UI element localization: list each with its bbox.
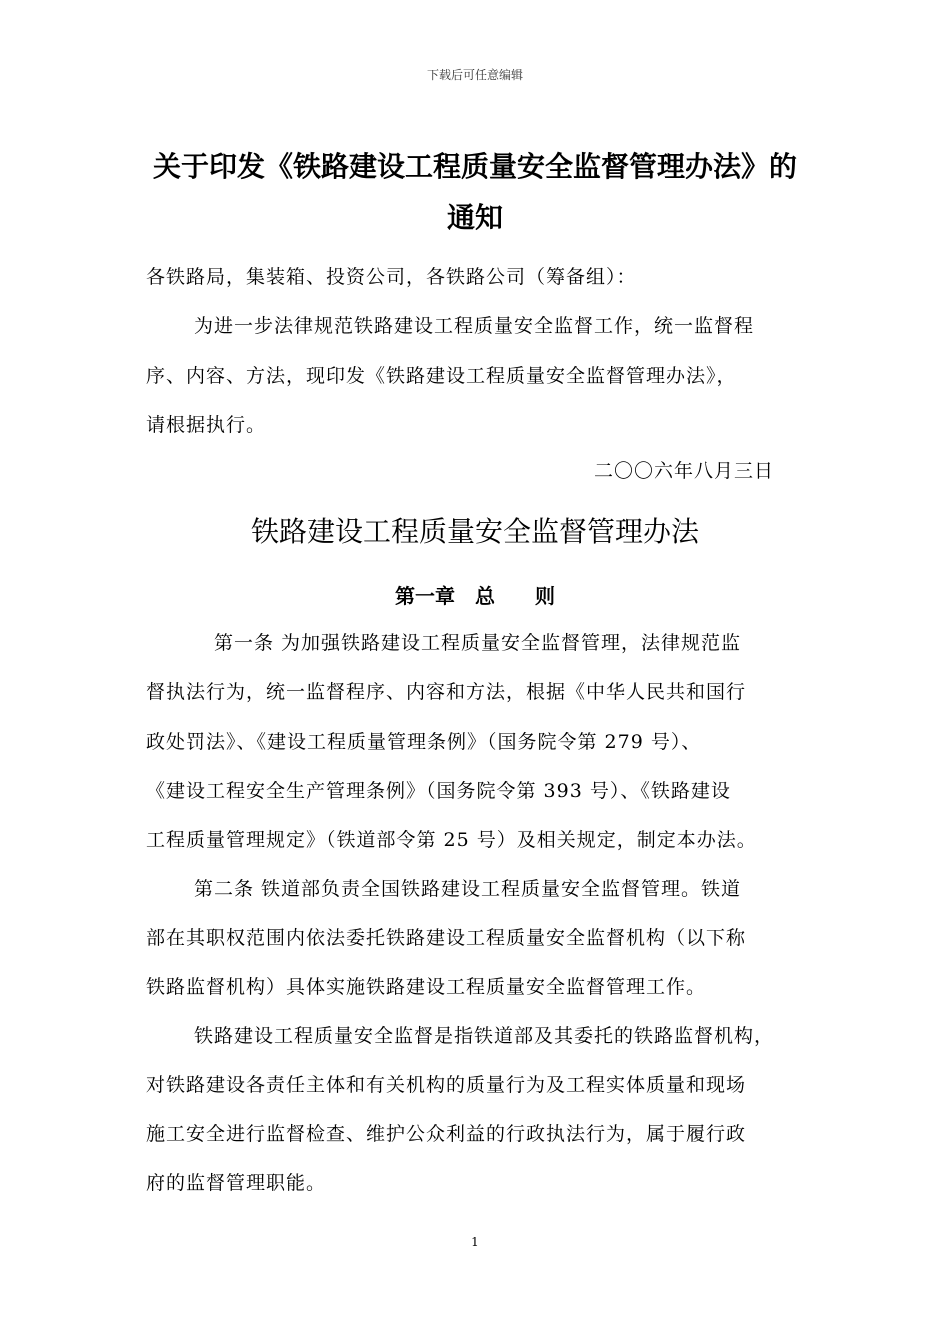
- notice-title-line-1: 关于印发《铁路建设工程质量安全监督管理办法》的: [152, 150, 797, 183]
- article-2-line: 部在其职权范围内依法委托铁路建设工程质量安全监督机构（以下称: [146, 927, 747, 949]
- chapter-number: 第一章: [395, 584, 455, 608]
- paragraph-line: 府的监督管理职能。: [146, 1172, 327, 1194]
- paragraph-line: 铁路建设工程质量安全监督是指铁道部及其委托的铁路监督机构，: [194, 1025, 775, 1047]
- article-1-line: 工程质量管理规定》（铁道部令第 25 号）及相关规定，制定本办法。: [146, 829, 757, 851]
- notice-title-line-2: 通知: [446, 201, 503, 234]
- notice-body-line: 为进一步法律规范铁路建设工程质量安全监督工作，统一监督程: [194, 315, 755, 337]
- notice-body-line: 序、内容、方法，现印发《铁路建设工程质量安全监督管理办法》，: [146, 365, 737, 387]
- page-number: 1: [471, 1235, 479, 1249]
- paragraph-line: 施工安全进行监督检查、维护公众利益的行政执法行为，属于履行政: [146, 1123, 747, 1145]
- notice-body-line: 请根据执行。: [146, 414, 267, 436]
- article-2-line: 第二条 铁道部负责全国铁路建设工程质量安全监督管理。铁道: [194, 878, 742, 900]
- page-header: 下载后可任意编辑: [426, 68, 523, 82]
- chapter-heading: [0, 580, 950, 609]
- article-1-line: 《建设工程安全生产管理条例》（国务院令第 393 号）、《铁路建设: [146, 780, 731, 802]
- article-1-line: 政处罚法》、《建设工程质量管理条例》（国务院令第 279 号）、: [146, 731, 702, 753]
- chapter-name-part: 总: [475, 584, 495, 608]
- regulation-title: 铁路建设工程质量安全监督管理办法: [250, 515, 699, 548]
- notice-date: 二〇〇六年八月三日: [594, 460, 775, 482]
- salutation: 各铁路局，集装箱、投资公司，各铁路公司（筹备组）：: [146, 266, 637, 288]
- article-1-line: 督执法行为，统一监督程序、内容和方法，根据《中华人民共和国行: [146, 681, 747, 703]
- article-2-line: 铁路监督机构）具体实施铁路建设工程质量安全监督管理工作。: [146, 976, 707, 998]
- article-1-line: 第一条 为加强铁路建设工程质量安全监督管理，法律规范监: [214, 632, 742, 654]
- paragraph-line: 对铁路建设各责任主体和有关机构的质量行为及工程实体质量和现场: [146, 1074, 747, 1096]
- chapter-name-part: 则: [535, 584, 555, 608]
